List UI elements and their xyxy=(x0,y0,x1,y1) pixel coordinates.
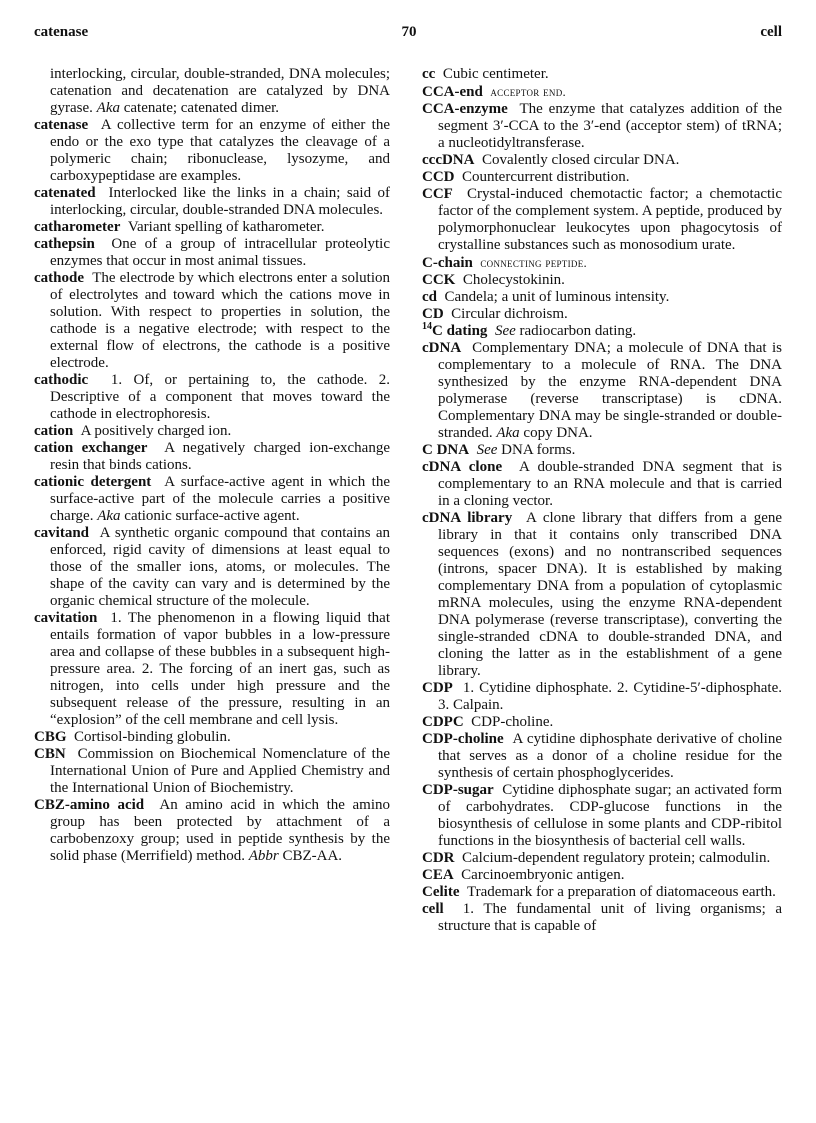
definition-text: The enzyme that catalyzes addition of the segment 3′-CCA to the 3′-end (acceptor stem) of tRNA; a nucleotidyltransferase. xyxy=(438,101,782,151)
definition-text: A negatively charged ion-exchange resin that binds cations. xyxy=(50,440,390,473)
definition-text: interlocking, circular, double-stranded, DNA molecules; catenation and decatenation are catalyzed by DNA gyrase. xyxy=(50,66,390,116)
definition-text: Cholecystokinin. xyxy=(462,272,565,288)
headword: cation exchanger xyxy=(34,440,148,456)
definition-text: The electrode by which electrons enter a solution of electrolytes and toward which the cations move in solution. With respect to properties in solution, the cathode is a negative electrode; with respect to the external flow of electrons, the cathode is a positive electrode. xyxy=(50,270,391,371)
dictionary-entry-cbg xyxy=(34,729,390,746)
definition-text: A double-stranded DNA segment that is complementary to an RNA molecule and that is carried in a cloning vector. xyxy=(438,459,783,509)
dictionary-entry-cdpc xyxy=(422,714,782,731)
dictionary-entry-cell xyxy=(422,901,782,935)
headword: CCA-enzyme xyxy=(422,101,508,117)
definition-text: Variant spelling of katharometer. xyxy=(127,219,325,235)
definition-text: CDP-choline. xyxy=(471,714,554,730)
italic-label: Aka xyxy=(496,425,520,441)
headword: cDNA library xyxy=(422,510,513,526)
headword: CEA xyxy=(422,867,454,883)
dictionary-entry-cation-exchanger xyxy=(34,440,390,474)
dictionary-entry-cea xyxy=(422,867,782,884)
headword: cDNA clone xyxy=(422,459,503,475)
definition-text: Complementary DNA; a molecule of DNA that is complementary to a molecule of RNA. The DNA synthesized by the enzyme RNA-dependent DNA polymerase (reverse transcriptase) is cDNA. Complementary DNA may be single-stranded or double-stranded. xyxy=(438,340,783,441)
dictionary-entry-ccf xyxy=(422,186,782,254)
dictionary-entry-cdp-sugar xyxy=(422,782,782,850)
running-header xyxy=(34,24,782,44)
headword: catenase xyxy=(34,117,89,133)
definition-text: A surface-active agent in which the surface-active part of the molecule carries a positive charge. xyxy=(50,474,391,524)
definition-text: A cytidine diphosphate derivative of choline that serves as a donor of a choline residue for the synthesis of certain phosphoglycerides. xyxy=(438,731,782,781)
headword: cccDNA xyxy=(422,152,475,168)
dictionary-entry-catenane-cont xyxy=(34,66,390,117)
headword: cathepsin xyxy=(34,236,95,252)
cross-reference: connecting peptide. xyxy=(480,255,588,270)
dictionary-entry-catenase xyxy=(34,117,390,185)
dictionary-entry-cationic-detergent xyxy=(34,474,390,525)
dictionary-entry-cbn xyxy=(34,746,390,797)
headword: CCD xyxy=(422,169,455,185)
dictionary-entry-cd-lower xyxy=(422,289,782,306)
dictionary-entry-c-chain xyxy=(422,254,782,272)
definition-text: 1. The phenomenon in a flowing liquid that entails formation of vapor bubbles in a low-pressure area and collapse of these bubbles in a subsequent high-pressure area. 2. The forcing of an inert gas, such as nitrogen, into cells under high pressure and the subsequent release of the pressure, resulting in an “explosion” of the cell membrane and cell lysis. xyxy=(50,610,391,728)
definition-text: catenate; catenated dimer. xyxy=(119,100,280,116)
definition-text: Circular dichroism. xyxy=(451,306,568,322)
headword: cDNA xyxy=(422,340,462,356)
headword: cc xyxy=(422,66,436,82)
definition-text: copy DNA. xyxy=(519,425,593,441)
headword: CCF xyxy=(422,186,453,202)
italic-label: Abbr xyxy=(248,848,279,864)
headword: catenated xyxy=(34,185,96,201)
dictionary-entry-cca-enzyme xyxy=(422,101,782,152)
dictionary-entry-cation xyxy=(34,423,390,440)
right-column xyxy=(422,66,782,935)
dictionary-entry-cathodic xyxy=(34,372,390,423)
headword: cathodic xyxy=(34,372,89,388)
definition-text: Cortisol-binding globulin. xyxy=(74,729,231,745)
definition-text: 1. Of, or pertaining to, the cathode. 2. Descriptive of a component that moves toward the cathode in electrophoresis. xyxy=(50,372,390,422)
dictionary-entry-cck xyxy=(422,272,782,289)
definition-text: A collective term for an enzyme of either the endo or the exo type that catalyzes the cleavage of a polymeric chain; ribonuclease, lysozyme, and carboxypeptidase are examples. xyxy=(50,117,390,184)
dictionary-entry-c-dna xyxy=(422,442,782,459)
italic-label: Aka xyxy=(97,508,121,524)
headword: CDP-choline xyxy=(422,731,504,747)
headword: CDPC xyxy=(422,714,464,730)
definition-text: Calcium-dependent regulatory protein; calmodulin. xyxy=(462,850,771,866)
dictionary-entry-cccdna xyxy=(422,152,782,169)
definition-text: Cubic centimeter. xyxy=(442,66,549,82)
headword: cd xyxy=(422,289,437,305)
dictionary-entry-catenated xyxy=(34,185,390,219)
dictionary-entry-celite xyxy=(422,884,782,901)
italic-label: See xyxy=(494,323,516,339)
definition-text: Cytidine diphosphate sugar; an activated form of carbohydrates. CDP-glucose functions in the biosynthesis of cellulose in some plants and CDP-ribitol functions in the biosynthesis of bacterial cell walls. xyxy=(438,782,782,849)
headword: CBZ-amino acid xyxy=(34,797,145,813)
definition-text: 1. The fundamental unit of living organisms; a structure that is capable of xyxy=(438,901,783,934)
dictionary-entry-cathepsin xyxy=(34,236,390,270)
italic-label: Aka xyxy=(96,100,120,116)
headword: cathode xyxy=(34,270,84,286)
dictionary-entry-cca-end xyxy=(422,83,782,101)
definition-text: An amino acid in which the amino group has been protected by attachment of a carbobenzoxy group; used in peptide synthesis by the solid phase (Merrifield) method. xyxy=(50,797,390,864)
headword: CBN xyxy=(34,746,66,762)
dictionary-entry-cdp xyxy=(422,680,782,714)
headword: cation xyxy=(34,423,74,439)
definition-text: radiocarbon dating. xyxy=(515,323,637,339)
headword: CDR xyxy=(422,850,455,866)
definition-text: DNA forms. xyxy=(497,442,576,458)
headword: cationic detergent xyxy=(34,474,152,490)
definition-text: Countercurrent distribution. xyxy=(462,169,630,185)
dictionary-entry-cdp-choline xyxy=(422,731,782,782)
headword: C DNA xyxy=(422,442,470,458)
definition-text: Commission on Biochemical Nomenclature of the International Union of Pure and Applied Chemistry and the International Union of Biochemistry. xyxy=(50,746,390,796)
left-column xyxy=(34,66,390,865)
definition-text: 1. Cytidine diphosphate. 2. Cytidine-5′-diphosphate. 3. Calpain. xyxy=(438,680,782,713)
header-guide-word-left: catenase xyxy=(34,24,89,40)
dictionary-entry-cavitation xyxy=(34,610,390,729)
dictionary-entry-14c-dating xyxy=(422,323,782,340)
dictionary-entry-cc xyxy=(422,66,782,83)
definition-text: Carcinoembryonic antigen. xyxy=(461,867,625,883)
headword: cell xyxy=(422,901,444,917)
dictionary-entry-cdr xyxy=(422,850,782,867)
headword: catharometer xyxy=(34,219,121,235)
dictionary-entry-catharometer xyxy=(34,219,390,236)
headword: C-chain xyxy=(422,255,473,271)
definition-text: A synthetic organic compound that contains an enforced, rigid cavity of dimensions at least equal to those of the smaller ions, atoms, or molecules. The shape of the cavity can vary and is determined by the organic chemical structure of the molecule. xyxy=(50,525,390,609)
headword: CD xyxy=(422,306,444,322)
definition-text: A positively charged ion. xyxy=(80,423,232,439)
dictionary-entry-cavitand xyxy=(34,525,390,610)
headword: Celite xyxy=(422,884,460,900)
headword: cavitation xyxy=(34,610,98,626)
definition-text: One of a group of intracellular proteolytic enzymes that occur in most animal tissues. xyxy=(50,236,391,269)
definition-text: Trademark for a preparation of diatomaceous earth. xyxy=(466,884,776,900)
definition-text: Crystal-induced chemotactic factor; a chemotactic factor of the complement system. A peptide, produced by polymorphonuclear leukocytes upon phagocytosis of crystalline substances such as monosodium urate. xyxy=(438,186,782,253)
headword: CDP-sugar xyxy=(422,782,494,798)
italic-label: See xyxy=(476,442,498,458)
definition-text: Interlocked like the links in a chain; said of interlocking, circular, double-stranded DNA molecules. xyxy=(50,185,391,218)
dictionary-entry-cathode xyxy=(34,270,390,372)
headword-superscript: 14 xyxy=(422,321,432,332)
definition-text: cationic surface-active agent. xyxy=(120,508,300,524)
headword: CDP xyxy=(422,680,453,696)
dictionary-entry-cd-upper xyxy=(422,306,782,323)
cross-reference: acceptor end. xyxy=(490,84,567,99)
headword: C dating xyxy=(432,323,488,339)
definition-text: A clone library that differs from a gene library in that it contains only transcribed DNA sequences (exons) and no nontranscribed sequences (introns, spacer DNA). It is established by making complementary DNA from a population of cytoplasmic mRNA molecules, using the enzyme RNA-dependent DNA polymerase (reverse transcriptase), converting the single-stranded cDNA to double-stranded DNA, and cloning the latter as in the establishment of a gene library. xyxy=(438,510,783,679)
dictionary-entry-cbz-amino-acid xyxy=(34,797,390,865)
dictionary-entry-cdna-library xyxy=(422,510,782,680)
headword: cavitand xyxy=(34,525,90,541)
headword: CBG xyxy=(34,729,67,745)
definition-text: Covalently closed circular DNA. xyxy=(481,152,680,168)
header-guide-word-right: cell xyxy=(760,24,782,40)
dictionary-entry-cdna xyxy=(422,340,782,442)
headword: CCK xyxy=(422,272,456,288)
definition-text: CBZ-AA. xyxy=(278,848,343,864)
headword: CCA-end xyxy=(422,84,483,100)
definition-text: Candela; a unit of luminous intensity. xyxy=(444,289,670,305)
page-number: 70 xyxy=(401,24,417,40)
dictionary-entry-cdna-clone xyxy=(422,459,782,510)
dictionary-entry-ccd xyxy=(422,169,782,186)
